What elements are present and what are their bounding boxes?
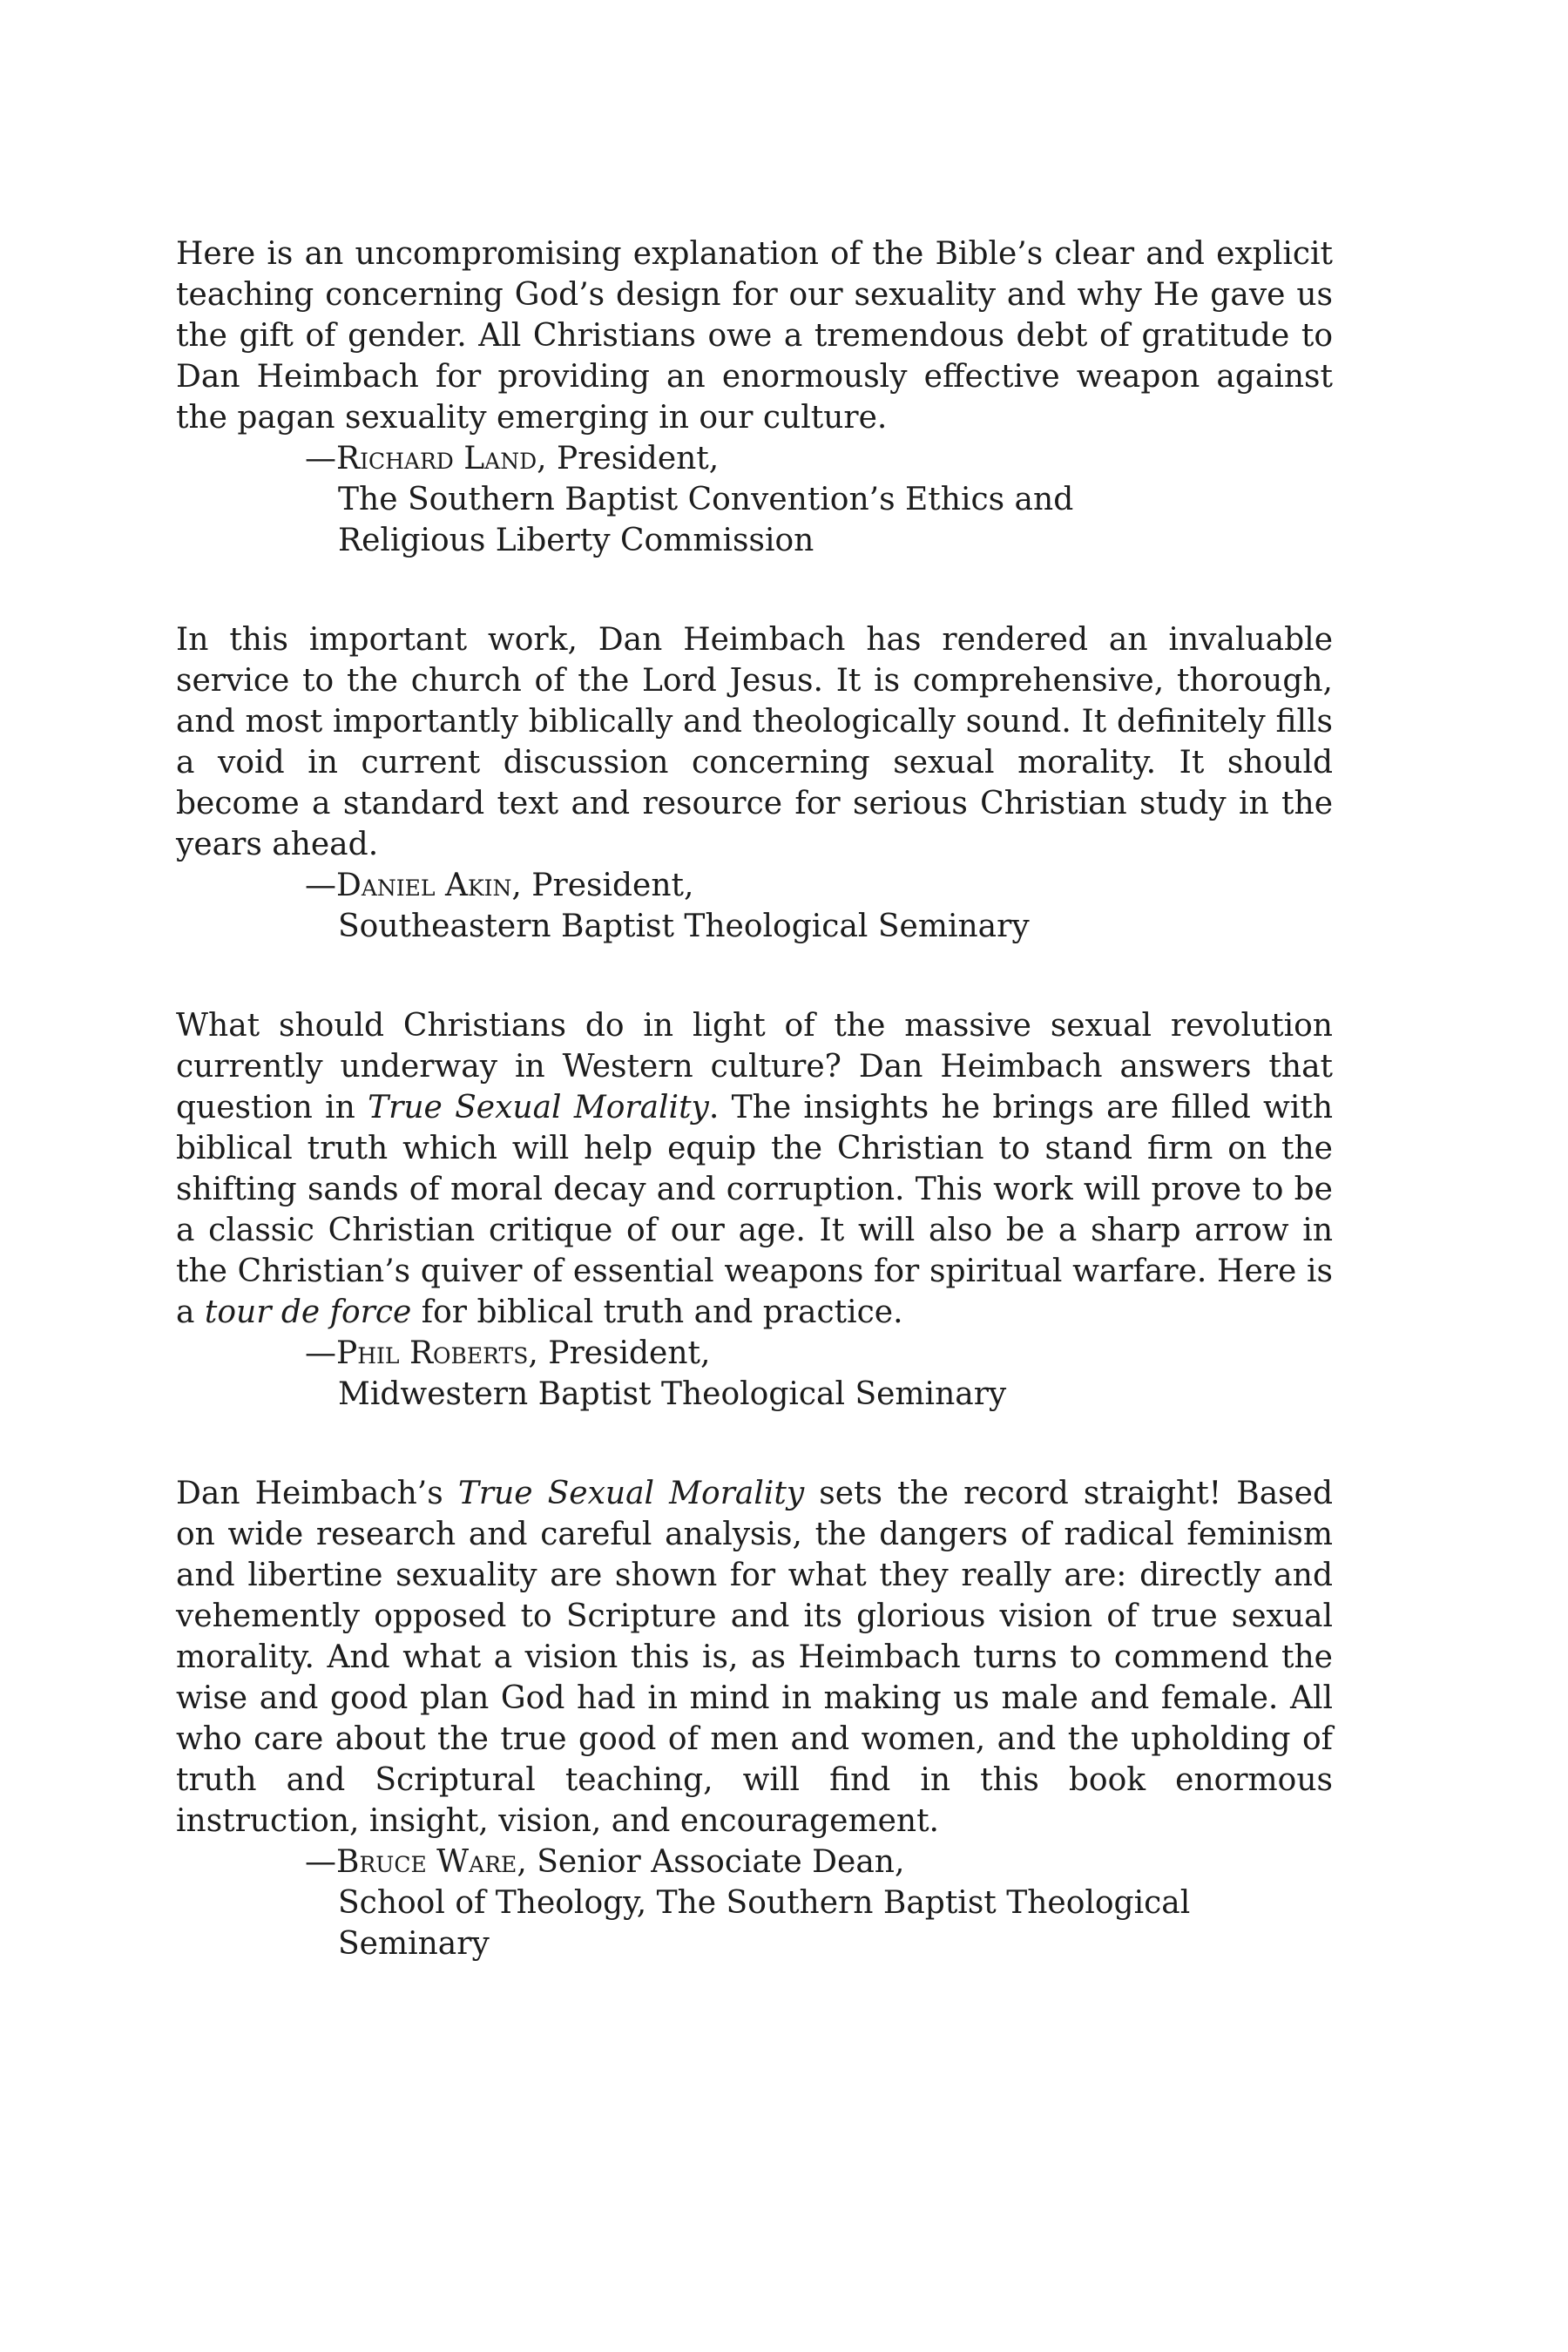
- endorser-title: , President,: [511, 868, 694, 903]
- book-title: True Sexual Morality: [457, 1476, 805, 1511]
- attribution-name-line: [305, 1842, 1333, 1882]
- endorsement-attribution: [176, 865, 1333, 947]
- endorser-name: Phil Roberts: [336, 1335, 529, 1371]
- endorser-title: , President,: [528, 1335, 711, 1371]
- attribution-name-line: [305, 865, 1333, 906]
- attribution-dash: —: [305, 1844, 336, 1880]
- endorser-organization: The Southern Baptist Convention’s Ethics and: [338, 482, 1074, 517]
- quote-segment: Dan Heimbach’s: [176, 1476, 458, 1511]
- quote-segment: for biblical truth and practice.: [411, 1294, 903, 1330]
- book-title: True Sexual Morality: [368, 1090, 709, 1125]
- attribution-name-line: [305, 1333, 1333, 1374]
- attribution-name-line: [305, 438, 1333, 479]
- endorser-title: , Senior Associate Dean,: [517, 1844, 905, 1880]
- endorsement-attribution: [176, 1842, 1333, 1964]
- endorser-title: , President,: [537, 441, 720, 476]
- endorsement-attribution: [176, 438, 1333, 561]
- endorsement-4: [176, 1473, 1333, 1964]
- endorsements-page: [176, 233, 1333, 2023]
- endorser-organization: Religious Liberty Commission: [338, 523, 814, 558]
- quote-segment: . The insights he brings are filled with biblical truth which will help equip the Christian to stand firm on the shifting sands of moral decay and corruption. This work will prove to be a classic Christian critique of our age. It will also be a sharp arrow in the Christian’s quiver of essential weapons for spiritual warfare. Here is a: [176, 1090, 1334, 1330]
- endorsement-attribution: [176, 1333, 1333, 1415]
- endorsement-quote: In this important work, Dan Heimbach has rendered an invaluable service to the church of the Lord Jesus. It is comprehensive, thorough, and most importantly biblically and theologically sound. It definitely fills a void in current discussion concerning sexual morality. It should become a standard text and resource for serious Christian study in the years ahead.: [176, 622, 1333, 862]
- endorser-organization: Midwestern Baptist Theological Seminary: [338, 1376, 1007, 1412]
- quote-segment: sets the record straight! Based on wide research and careful analysis, the dangers of radical feminism and libertine sexuality are shown for what they really are: directly and vehemently opposed to Scripture and its glorious vision of true sexual morality. And what a vision this is, as Heimbach turns to commend the wise and good plan God had in mind in making us male and female. All who care about the true good of men and women, and the upholding of truth and Scriptural teaching, will find in this book enormous instruction, insight, vision, and encouragement.: [176, 1476, 1333, 1839]
- attribution-dash: —: [305, 441, 336, 476]
- endorsement-2: [176, 619, 1333, 947]
- endorsement-quote: [176, 1473, 1333, 1842]
- endorsement-quote: Here is an uncompromising explanation of the Bible’s clear and explicit teaching concerning God’s design for our sexuality and why He gave us the gift of gender. All Christians owe a tremendous debt of gratitude to Dan Heimbach for providing an enormously effective weapon against the pagan sexuality emerging in our culture.: [176, 236, 1333, 436]
- endorsement-1: [176, 233, 1333, 561]
- endorser-organization: School of Theology, The Southern Baptist Theological Seminary: [338, 1885, 1191, 1962]
- endorser-name: Daniel Akin: [336, 868, 512, 903]
- endorser-name: Richard Land: [336, 441, 537, 476]
- attribution-dash: —: [305, 868, 336, 903]
- endorsement-3: [176, 1005, 1333, 1415]
- quote-segment: What should Christians do in light of the massive sexual revolution currently underway in Western culture? Dan Heimbach answers that question in: [176, 1008, 1333, 1125]
- endorser-organization: Southeastern Baptist Theological Seminary: [338, 909, 1030, 944]
- endorser-name: Bruce Ware: [336, 1844, 517, 1880]
- italic-phrase: tour de force: [204, 1294, 412, 1330]
- endorsement-quote: [176, 1005, 1333, 1333]
- attribution-dash: —: [305, 1335, 336, 1371]
